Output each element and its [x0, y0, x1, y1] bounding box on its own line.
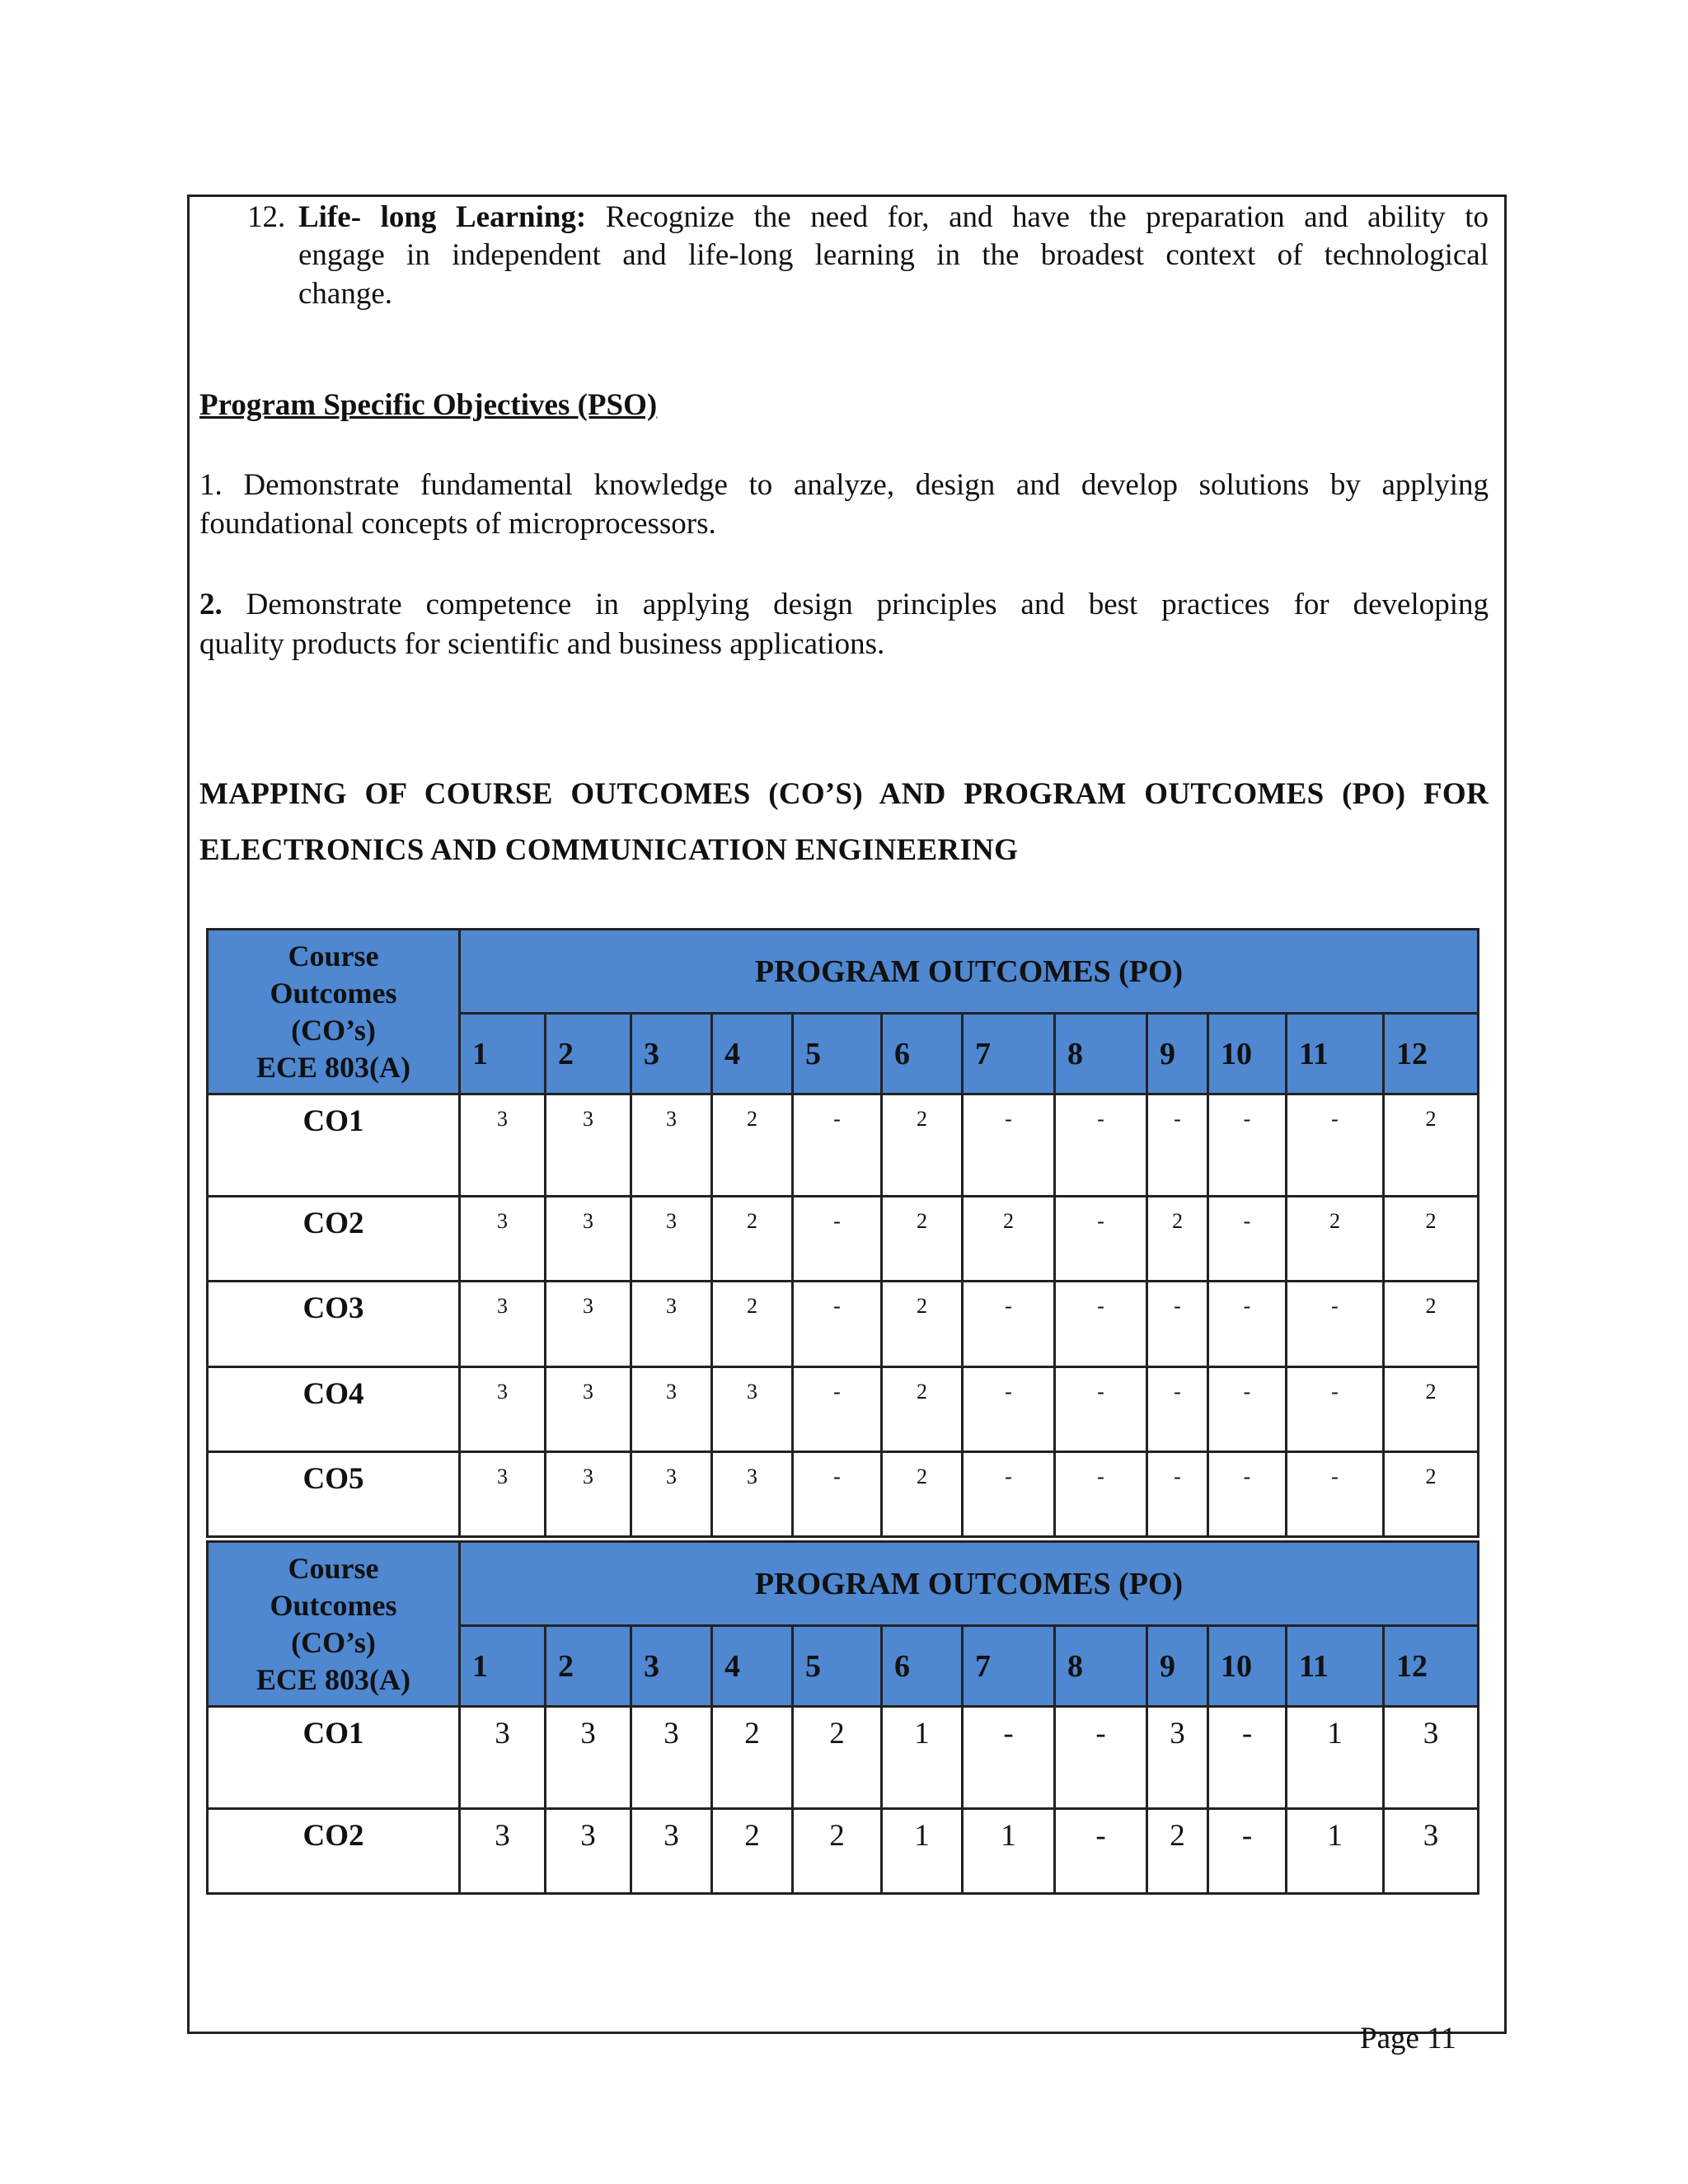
mapping-value-cell: 2 [1384, 1367, 1479, 1452]
page-number: Page 11 [1360, 2022, 1456, 2055]
mapping-value-cell: 3 [546, 1094, 631, 1197]
course-outcome-label: CO2 [208, 1809, 460, 1894]
table-row [208, 1707, 1479, 1809]
pso-item-2-line-2: quality products for scientific and business applications. [199, 627, 885, 661]
mapping-value-cell: - [1208, 1707, 1287, 1809]
mapping-value-cell: 2 [712, 1809, 793, 1894]
mapping-value-cell: 2 [1287, 1197, 1384, 1282]
mapping-value-cell: - [1147, 1367, 1208, 1452]
mapping-value-cell: 3 [1147, 1707, 1208, 1809]
mapping-value-cell: - [1055, 1282, 1147, 1367]
po-number-header: 11 [1287, 1014, 1384, 1094]
item-12-line-1 [298, 198, 1489, 237]
mapping-value-cell: 3 [460, 1197, 546, 1282]
mapping-value-cell: - [1287, 1094, 1384, 1197]
mapping-value-cell: 2 [882, 1367, 963, 1452]
pso-item-2-line-1 [199, 585, 1489, 624]
mapping-value-cell: 3 [631, 1809, 712, 1894]
po-number-header: 8 [1055, 1014, 1147, 1094]
program-outcomes-header: PROGRAM OUTCOMES (PO) [460, 930, 1479, 1014]
mapping-value-cell: 3 [460, 1367, 546, 1452]
mapping-value-cell: 2 [1147, 1197, 1208, 1282]
course-outcomes-header [208, 930, 460, 1094]
mapping-value-cell: 3 [631, 1452, 712, 1537]
table-row [208, 1809, 1479, 1894]
po-number-header: 9 [1147, 1626, 1208, 1707]
mapping-value-cell: - [1208, 1094, 1287, 1197]
po-number-header: 12 [1384, 1014, 1479, 1094]
mapping-value-cell: 2 [1384, 1197, 1479, 1282]
mapping-value-cell: 3 [546, 1452, 631, 1537]
po-number-header: 5 [793, 1014, 882, 1094]
mapping-value-cell: - [1287, 1452, 1384, 1537]
mapping-value-cell: - [793, 1282, 882, 1367]
mapping-value-cell: 2 [882, 1452, 963, 1537]
mapping-value-cell: 3 [631, 1707, 712, 1809]
mapping-value-cell: 1 [1287, 1809, 1384, 1894]
item-12-title: Life- long Learning: [298, 200, 587, 234]
mapping-value-cell: 3 [546, 1707, 631, 1809]
mapping-value-cell: 2 [1147, 1809, 1208, 1894]
mapping-value-cell: 3 [631, 1282, 712, 1367]
course-outcomes-header-line: ECE 803(A) [256, 1050, 410, 1084]
po-number-header: 4 [712, 1626, 793, 1707]
co-po-table-1 [206, 928, 1479, 1538]
course-outcome-label: CO3 [208, 1282, 460, 1367]
mapping-value-cell: - [1055, 1809, 1147, 1894]
course-outcomes-header-line: Outcomes [270, 976, 397, 1010]
mapping-value-cell: - [1287, 1282, 1384, 1367]
mapping-value-cell: 3 [631, 1367, 712, 1452]
mapping-value-cell: - [1055, 1367, 1147, 1452]
po-number-header: 5 [793, 1626, 882, 1707]
pso-item-2-number: 2. [199, 588, 223, 621]
mapping-value-cell: 2 [793, 1707, 882, 1809]
course-outcomes-header-line: Outcomes [270, 1588, 397, 1622]
mapping-value-cell: 3 [1384, 1707, 1479, 1809]
mapping-value-cell: 2 [1384, 1094, 1479, 1197]
mapping-value-cell: - [963, 1282, 1055, 1367]
mapping-value-cell: 2 [712, 1707, 793, 1809]
mapping-value-cell: - [963, 1707, 1055, 1809]
pso-item-1-line-1: 1. Demonstrate fundamental knowledge to analyze, design and develop solutions by applying [199, 468, 1489, 502]
mapping-value-cell: - [1208, 1809, 1287, 1894]
mapping-value-cell: 2 [712, 1197, 793, 1282]
mapping-value-cell: 2 [712, 1282, 793, 1367]
course-outcome-label: CO1 [208, 1094, 460, 1197]
mapping-value-cell: - [793, 1094, 882, 1197]
mapping-value-cell: 3 [1384, 1809, 1479, 1894]
mapping-value-cell: - [963, 1367, 1055, 1452]
po-number-header: 12 [1384, 1626, 1479, 1707]
mapping-value-cell: - [963, 1094, 1055, 1197]
mapping-value-cell: 2 [882, 1197, 963, 1282]
po-number-header: 3 [631, 1626, 712, 1707]
mapping-value-cell: 3 [460, 1707, 546, 1809]
mapping-value-cell: - [1208, 1282, 1287, 1367]
mapping-value-cell: 3 [546, 1282, 631, 1367]
course-outcome-label: CO1 [208, 1707, 460, 1809]
course-outcome-label: CO4 [208, 1367, 460, 1452]
mapping-value-cell: 2 [1384, 1452, 1479, 1537]
po-number-header: 8 [1055, 1626, 1147, 1707]
mapping-value-cell: - [1055, 1197, 1147, 1282]
course-outcomes-header-line: (CO’s) [291, 1625, 376, 1659]
course-outcomes-header-line: Course [288, 1551, 379, 1585]
po-number-header: 1 [460, 1014, 546, 1094]
po-number-header: 2 [546, 1626, 631, 1707]
mapping-value-cell: 3 [546, 1809, 631, 1894]
po-number-header: 4 [712, 1014, 793, 1094]
course-outcomes-header-line: (CO’s) [291, 1013, 376, 1047]
mapping-value-cell: 2 [963, 1197, 1055, 1282]
mapping-value-cell: - [1208, 1367, 1287, 1452]
mapping-value-cell: - [1147, 1094, 1208, 1197]
mapping-value-cell: 2 [882, 1282, 963, 1367]
table-row [208, 1282, 1479, 1367]
course-outcome-label: CO2 [208, 1197, 460, 1282]
mapping-value-cell: 3 [712, 1452, 793, 1537]
mapping-value-cell: 3 [546, 1197, 631, 1282]
mapping-value-cell: - [793, 1367, 882, 1452]
po-number-header: 1 [460, 1626, 546, 1707]
mapping-value-cell: - [1208, 1452, 1287, 1537]
pso-item-2-text: Demonstrate competence in applying design principles and best practices for developing [246, 588, 1489, 621]
course-outcome-label: CO5 [208, 1452, 460, 1537]
mapping-value-cell: - [1287, 1367, 1384, 1452]
item-12-line-3: change. [298, 277, 393, 311]
po-number-header: 2 [546, 1014, 631, 1094]
table-row [208, 1094, 1479, 1197]
mapping-value-cell: 1 [963, 1809, 1055, 1894]
mapping-value-cell: - [1055, 1707, 1147, 1809]
item-12-number: 12. [247, 200, 286, 234]
mapping-heading-line-1: MAPPING OF COURSE OUTCOMES (CO’S) AND PROGRAM OUTCOMES (PO) FOR [199, 777, 1489, 811]
course-outcomes-header-line: ECE 803(A) [256, 1662, 410, 1696]
mapping-value-cell: - [793, 1197, 882, 1282]
mapping-value-cell: 2 [712, 1094, 793, 1197]
co-po-table-2 [206, 1540, 1479, 1895]
mapping-value-cell: 2 [1384, 1282, 1479, 1367]
po-number-header: 6 [882, 1626, 963, 1707]
mapping-value-cell: 3 [546, 1367, 631, 1452]
table-row [208, 1197, 1479, 1282]
po-number-header: 10 [1208, 1626, 1287, 1707]
mapping-value-cell: 1 [882, 1707, 963, 1809]
pso-heading: Program Specific Objectives (PSO) [199, 388, 658, 422]
mapping-value-cell: - [963, 1452, 1055, 1537]
course-outcomes-header [208, 1542, 460, 1707]
po-number-header: 6 [882, 1014, 963, 1094]
mapping-value-cell: - [1055, 1094, 1147, 1197]
po-number-header: 7 [963, 1626, 1055, 1707]
mapping-value-cell: 2 [793, 1809, 882, 1894]
mapping-heading-line-2: ELECTRONICS AND COMMUNICATION ENGINEERING [199, 833, 1019, 867]
mapping-value-cell: 3 [631, 1094, 712, 1197]
mapping-value-cell: 1 [1287, 1707, 1384, 1809]
mapping-value-cell: 1 [882, 1809, 963, 1894]
mapping-value-cell: 3 [460, 1809, 546, 1894]
course-outcomes-header-line: Course [288, 939, 379, 972]
mapping-value-cell: - [1208, 1197, 1287, 1282]
po-number-header: 10 [1208, 1014, 1287, 1094]
item-12-line-2: engage in independent and life-long learning in the broadest context of technological [298, 238, 1489, 272]
mapping-value-cell: - [793, 1452, 882, 1537]
program-outcomes-header: PROGRAM OUTCOMES (PO) [460, 1542, 1479, 1626]
mapping-value-cell: - [1147, 1452, 1208, 1537]
pso-item-1-line-2: foundational concepts of microprocessors. [199, 507, 716, 541]
po-number-header: 7 [963, 1014, 1055, 1094]
mapping-value-cell: - [1147, 1282, 1208, 1367]
mapping-value-cell: - [1055, 1452, 1147, 1537]
mapping-value-cell: 3 [712, 1367, 793, 1452]
mapping-value-cell: 3 [460, 1452, 546, 1537]
mapping-value-cell: 3 [460, 1282, 546, 1367]
mapping-value-cell: 2 [882, 1094, 963, 1197]
table-row [208, 1367, 1479, 1452]
item-12-text-1: Recognize the need for, and have the preparation and ability to [605, 200, 1489, 234]
po-number-header: 9 [1147, 1014, 1208, 1094]
mapping-value-cell: 3 [460, 1094, 546, 1197]
po-number-header: 3 [631, 1014, 712, 1094]
mapping-value-cell: 3 [631, 1197, 712, 1282]
po-number-header: 11 [1287, 1626, 1384, 1707]
table-row [208, 1452, 1479, 1537]
